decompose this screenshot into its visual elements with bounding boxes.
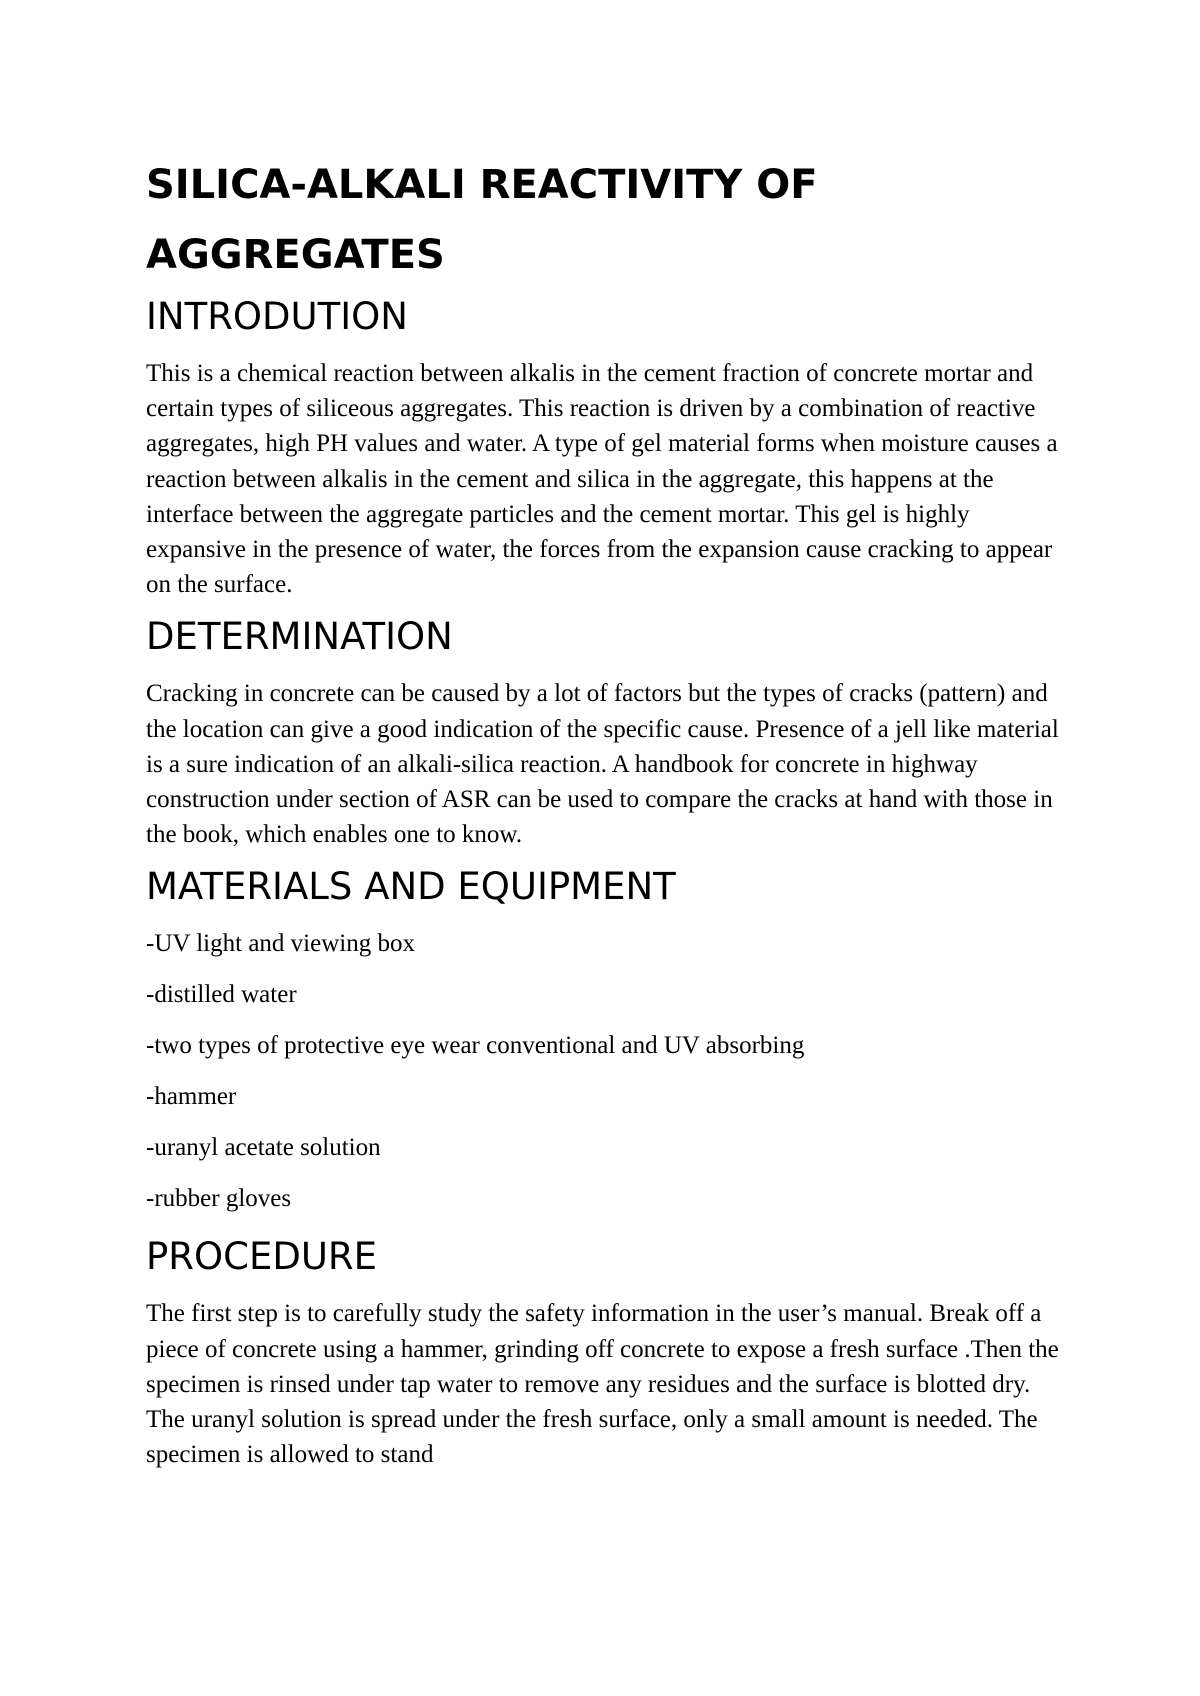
procedure-paragraph: The first step is to carefully study the safety information in the user’s manual. Break off a piece of concrete using a hammer, grinding off concrete to expose a fresh surface .Then the specimen is rinsed under tap water to remove any residues and the surface is blotted dry. The uranyl solution is spread under the fresh surface, only a small amount is needed. The specimen is allowed to stand — [146, 1300, 1059, 1469]
list-item: -hammer — [146, 1083, 237, 1111]
section-introduction — [146, 292, 1066, 602]
section-heading-materials: MATERIALS AND EQUIPMENT — [146, 865, 676, 909]
list-item: -UV light and viewing box — [146, 930, 415, 958]
materials-list — [146, 926, 1066, 1216]
section-procedure — [146, 1232, 1066, 1472]
section-materials — [146, 862, 1066, 1216]
list-item: -uranyl acetate solution — [146, 1134, 381, 1162]
section-determination — [146, 612, 1066, 852]
document-title: SILICA-ALKALI REACTIVITY OF AGGREGATES — [146, 162, 818, 278]
list-item: -two types of protective eye wear conventional and UV absorbing — [146, 1032, 805, 1060]
introduction-paragraph: This is a chemical reaction between alkalis in the cement fraction of concrete mortar and certain types of siliceous aggregates. This reaction is driven by a combination of reactive aggregates, high PH values and water. A type of gel material forms when moisture causes a reaction between alkalis in the cement and silica in the aggregate, this happens at the interface between the aggregate particles and the cement mortar. This gel is highly expansive in the presence of water, the forces from the expansion cause cracking to appear on the surface. — [146, 360, 1058, 599]
section-heading-determination: DETERMINATION — [146, 615, 453, 659]
document-page — [146, 150, 1066, 1482]
determination-paragraph: Cracking in concrete can be caused by a lot of factors but the types of cracks (pattern) and the location can give a good indication of the specific cause. Presence of a jell like material is a sure indication of an alkali-silica reaction. A handbook for concrete in highway construction under section of ASR can be used to compare the cracks at hand with those in the book, which enables one to know. — [146, 680, 1059, 849]
list-item: -distilled water — [146, 981, 297, 1009]
section-heading-introduction: INTRODUTION — [146, 295, 408, 338]
section-heading-procedure: PROCEDURE — [146, 1235, 378, 1279]
list-item: -rubber gloves — [146, 1185, 292, 1213]
